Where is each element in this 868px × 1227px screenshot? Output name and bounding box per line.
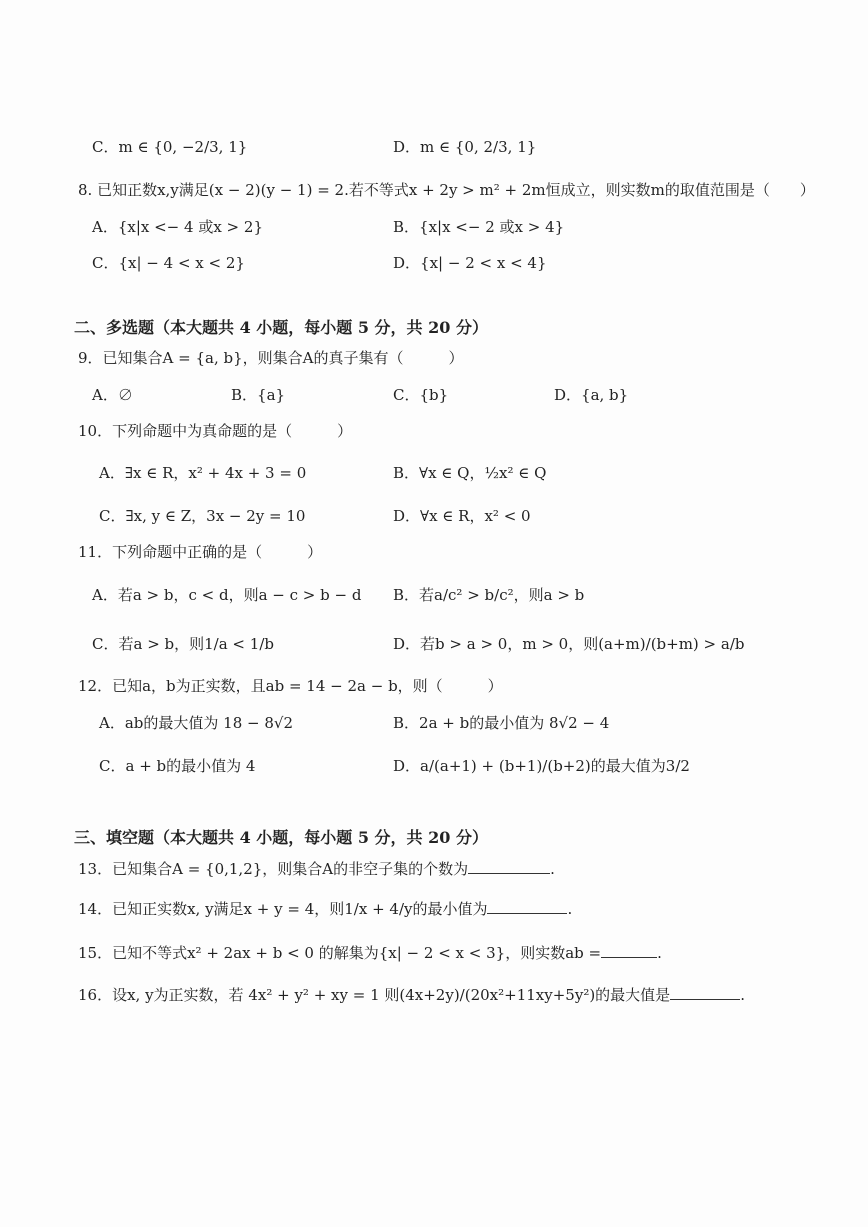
q9-option-b: B．{a} — [231, 386, 286, 404]
q10-stem: 10．下列命题中为真命题的是（ ） — [78, 422, 353, 440]
q11-option-b: B．若a/c² > b/c²，则a > b — [393, 586, 585, 604]
q14-answer-blank[interactable] — [487, 899, 567, 914]
q10-option-d: D．∀x ∈ R，x² < 0 — [393, 507, 531, 525]
q12-option-d: D．a/(a+1) + (b+1)/(b+2)的最大值为3/2 — [393, 757, 690, 775]
q8-option-c: C．{x| − 4 < x < 2} — [92, 254, 245, 272]
q7-option-d: D．m ∈ {0, 2/3, 1} — [393, 138, 537, 156]
q10-option-a: A．∃x ∈ R，x² + 4x + 3 = 0 — [99, 464, 307, 482]
q15-end: . — [657, 944, 662, 962]
q15-answer-blank[interactable] — [601, 943, 657, 958]
q13-stem: 13．已知集合A = {0,1,2}，则集合A的非空子集的个数为 — [78, 860, 469, 878]
section-heading-multiple-choice: 二、多选题（本大题共 4 小题，每小题 5 分，共 20 分） — [74, 318, 488, 337]
q11-option-d: D．若b > a > 0，m > 0，则(a+m)/(b+m) > a/b — [393, 635, 745, 653]
q12-option-b: B．2a + b的最小值为 8√2 − 4 — [393, 714, 610, 732]
q8-option-b: B．{x|x <− 2 或x > 4} — [393, 218, 565, 236]
q16-stem: 16．设x, y为正实数，若 4x² + y² + xy = 1 则(4x+2y)/(20x²+11xy+5y²)的最大值是 — [78, 986, 671, 1004]
q15-stem: 15．已知不等式x² + 2ax + b < 0 的解集为{x| − 2 < x < 3}，则实数ab = — [78, 944, 602, 962]
q14-end: . — [567, 900, 573, 918]
q10-option-b: B．∀x ∈ Q，½x² ∈ Q — [393, 464, 547, 482]
q12-option-c: C．a + b的最小值为 4 — [99, 757, 256, 775]
q11-stem: 11．下列命题中正确的是（ ） — [78, 543, 323, 561]
q13-answer-blank[interactable] — [468, 859, 550, 874]
q12-stem: 12．已知a，b为正实数，且ab = 14 − 2a − b，则（ ） — [78, 677, 503, 695]
q16-answer-blank[interactable] — [670, 985, 740, 1000]
q11-option-a: A．若a > b，c < d，则a − c > b − d — [92, 586, 362, 604]
q9-stem: 9．已知集合A = {a, b}，则集合A的真子集有（ ） — [78, 349, 464, 367]
q8-stem: 8. 已知正数x,y满足(x − 2)(y − 1) = 2.若不等式x + 2y > m² + 2m恒成立，则实数m的取值范围是（ ） — [78, 181, 815, 199]
section-heading-fill-in: 三、填空题（本大题共 4 小题，每小题 5 分，共 20 分） — [74, 828, 488, 847]
q16-end: . — [740, 986, 745, 1004]
q7-option-c: C．m ∈ {0, −2/3, 1} — [92, 138, 248, 156]
q15-line — [78, 943, 662, 963]
q8-option-a: A．{x|x <− 4 或x > 2} — [92, 218, 263, 236]
q8-option-d: D．{x| − 2 < x < 4} — [393, 254, 547, 272]
q13-end: . — [550, 860, 555, 878]
q10-option-c: C．∃x, y ∈ Z，3x − 2y = 10 — [99, 507, 306, 525]
q12-option-a: A．ab的最大值为 18 − 8√2 — [99, 714, 293, 732]
q16-line — [78, 985, 745, 1005]
q11-option-c: C．若a > b，则1/a < 1/b — [92, 635, 274, 653]
q9-option-a: A．∅ — [92, 386, 133, 404]
q9-option-c: C．{b} — [393, 386, 449, 404]
q14-stem: 14．已知正实数x, y满足x + y = 4，则1/x + 4/y的最小值为 — [78, 900, 488, 918]
q9-option-d: D．{a, b} — [554, 386, 629, 404]
q14-line — [78, 899, 572, 919]
q13-line — [78, 859, 555, 879]
